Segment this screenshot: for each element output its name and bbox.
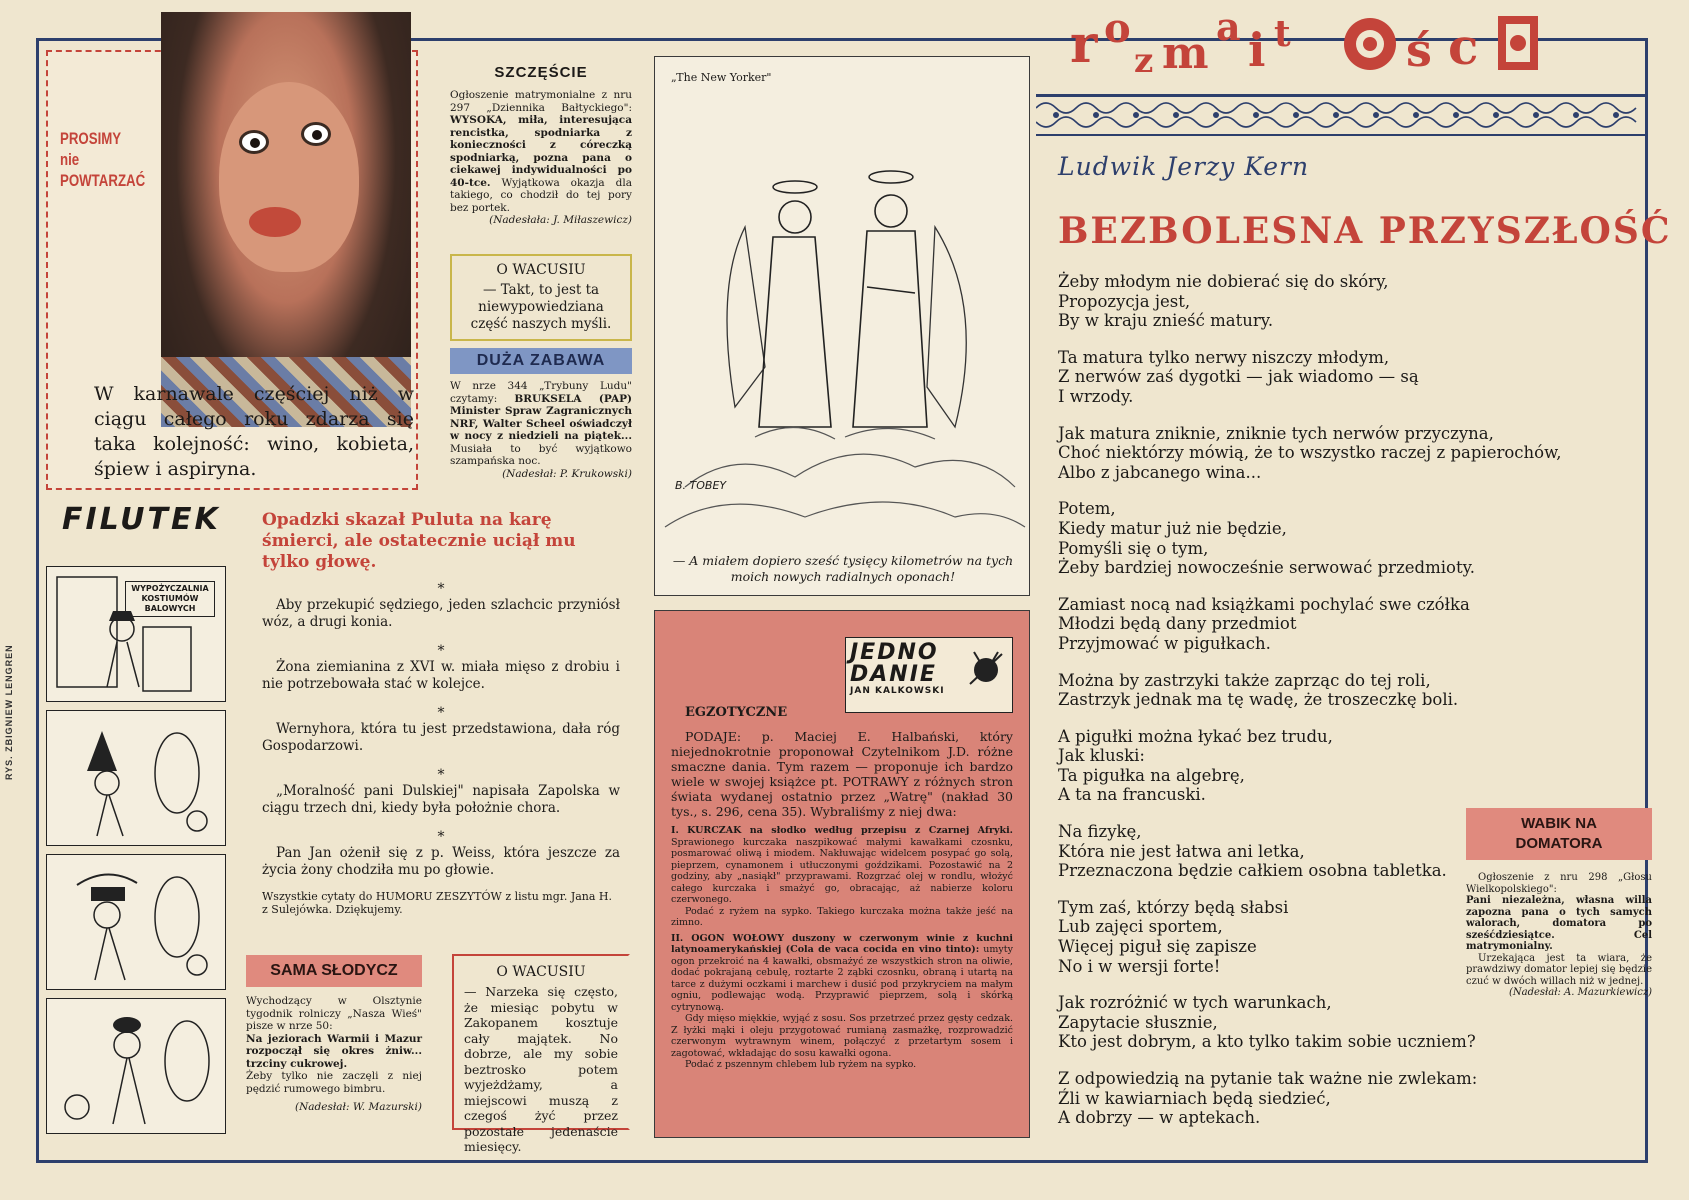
- poem-line: Z nerwów zaś dygotki — jak wiadomo — są: [1058, 367, 1419, 387]
- duza-zabawa-article: [450, 348, 632, 480]
- poem-line: Z odpowiedzią na pytanie tak ważne nie zwlekam:: [1058, 1069, 1478, 1088]
- wabik-comment: Urzekająca jest ta wiara, że prawdziwy domator lepiej się będzie czuć w dwóch willach niż w jednej.: [1466, 952, 1652, 987]
- duza-zabawa-sender: (Nadesłał: P. Krukowski): [502, 467, 632, 480]
- svg-text:m: m: [1162, 28, 1209, 76]
- humor-item: Aby przekupić sędziego, jeden szlachcic przyniósł wóz, a drugi konia.: [262, 597, 620, 630]
- sama-slodycz-comment: Żeby tylko nie zaczęli z niej pędzić rumowego bimbru.: [246, 1070, 422, 1095]
- photo-caption: W karnawale częściej niż w ciągu całego roku zdarza się taka kolejność: wino, kobieta, śpiew i aspiryna.: [94, 383, 414, 480]
- poem-line: Albo z jabcanego wina...: [1058, 462, 1262, 482]
- poem-line: A dobrzy — w aptekach.: [1058, 1108, 1261, 1128]
- new-yorker-cartoon: [654, 56, 1030, 596]
- wacusiu-box-1: [450, 254, 632, 341]
- wabik-title: WABIK NA DOMATORA: [1466, 808, 1652, 860]
- poem-line: Przeznaczona będzie całkiem osobna tabletka.: [1058, 861, 1447, 881]
- humor-zeszytow: [262, 510, 620, 916]
- sama-slodycz-sender: (Nadesłał: W. Mazurski): [295, 1101, 422, 1113]
- poem-line: Jak rozróżnić w tych warunkach,: [1058, 993, 1332, 1013]
- humor-item: „Moralność pani Dulskiej" napisała Zapolska w ciągu trzech dni, kiedy była położnie chora.: [262, 783, 620, 816]
- wabik-intro: Ogłoszenie z nru 298 „Głosu Wielkopolskiego":: [1466, 872, 1652, 895]
- star-separator: *: [437, 767, 445, 783]
- recipe-logo-line1: JEDNO: [850, 640, 939, 665]
- humor-footer: Wszystkie cytaty do HUMORU ZESZYTÓW z listu mgr. Jana H. z Sulejówka. Dziękujemy.: [262, 890, 613, 916]
- poem-line: Można by zastrzyki także zaprząc do tej roli,: [1058, 670, 1431, 690]
- section-title-text: [1070, 6, 1076, 7]
- poem-line: Tym zaś, którzy będą słabsi: [1058, 897, 1289, 917]
- poem-line: Młodzi będą dany przedmiot: [1058, 614, 1297, 634]
- poem-stanza: [1058, 1069, 1618, 1128]
- poem-line: Potem,: [1058, 499, 1116, 519]
- wacusiu-2-title: O WACUSIU: [496, 964, 586, 980]
- wacusiu-1-text: — Takt, to jest ta niewypowiedziana część naszych myśli.: [470, 282, 612, 332]
- humor-items: [262, 581, 620, 879]
- poem-stanza: [1058, 671, 1618, 710]
- humor-item: Wernyhora, która tu jest przedstawiona, dała róg Gospodarzowi.: [262, 721, 620, 754]
- poem-line: I wrzody.: [1058, 386, 1134, 406]
- svg-text:t: t: [1274, 13, 1291, 55]
- dish-2-title: II. OGON WOŁOWY duszony w czerwonym winie z kuchni latynoamerykańskiej (Cola de vaca cocida en vino tinto):: [671, 932, 1013, 955]
- poem-line: Jak matura zniknie, zniknie tych nerwów przyczyna,: [1058, 423, 1494, 443]
- poem-line: Więcej piguł się zapisze: [1058, 937, 1257, 957]
- poem-line: Ta matura tylko nerwy niszczy młodym,: [1058, 347, 1390, 367]
- poem-line: A pigułki można łykać bez trudu,: [1058, 726, 1333, 746]
- recipe-logo-author: JAN KALKOWSKI: [850, 686, 945, 696]
- svg-text:a: a: [1216, 6, 1241, 49]
- poem-line: Źli w kawiarniach będą siedzieć,: [1058, 1088, 1331, 1108]
- comic-panel-1: [46, 566, 226, 702]
- poem-stanza: [1058, 993, 1618, 1052]
- cartoon-caption: — A miałem dopiero sześć tysięcy kilometrów na tych moich nowych radialnych oponach!: [672, 553, 1014, 584]
- star-separator: *: [437, 643, 445, 659]
- duza-zabawa-comment: Musiała to być wyjątkowo szampańska noc.: [450, 442, 632, 467]
- poem-line: Jak kluski:: [1058, 746, 1145, 766]
- cartoon-signature: B. TOBEY: [675, 479, 727, 492]
- svg-text:o: o: [1104, 6, 1131, 52]
- poem-author: Ludwik Jerzy Kern: [1058, 152, 1310, 181]
- section-title-ornament: [1070, 6, 1630, 76]
- poem-line: Zapytacie słusznie,: [1058, 1012, 1218, 1032]
- duza-zabawa-title: DUŻA ZABAWA: [450, 348, 632, 374]
- szczescie-title: SZCZĘŚCIE: [494, 64, 588, 81]
- star-separator: *: [437, 705, 445, 721]
- svg-text:r: r: [1070, 14, 1098, 75]
- poem-stanza: [1058, 727, 1618, 805]
- dish-2-serving: Podać z pszennym chlebem lub ryżem na sypko.: [685, 1059, 917, 1070]
- szczescie-intro: Ogłoszenie matrymonialne z nru 297 „Dziennika Bałtyckiego":: [450, 89, 632, 114]
- star-separator: *: [437, 581, 445, 597]
- lace-border: [1036, 94, 1648, 138]
- illustrator-credit: RYS. ZBIGNIEW LENGREN: [4, 644, 14, 780]
- wacusiu-2-text: — Narzeka się często, że miesiąc pobytu w Zakopanem kosztuje cały majątek. No dobrze, ale my sobie beztrosko potem wyjeżdżamy, a miejscowi muszą z czegoś żyć przez pozostałe jedenaście miesięcy.: [464, 984, 618, 1154]
- devil-fork-icon: [966, 648, 1006, 688]
- szczescie-article: [450, 64, 632, 227]
- filutek-comic-strip: [46, 566, 228, 1136]
- duza-zabawa-quote: BRUKSELA (PAP) Minister Spraw Zagranicznych NRF, Walter Scheel oświadczył w nocy z niedzieli na piątek...: [450, 392, 633, 442]
- poem-title: BEZBOLESNA PRZYSZŁOŚĆ: [1058, 210, 1672, 252]
- sama-slodycz-quote: Na jeziorach Warmii i Mazur rozpoczął się okres żniw... trzciny cukrowej.: [246, 1032, 422, 1070]
- photo-tag: PROSIMY nie POWTARZAĆ: [60, 129, 146, 190]
- recipe-logo: [845, 637, 1013, 713]
- recipe-logo-line2: DANIE: [850, 662, 937, 687]
- wabik-article: [1466, 808, 1652, 999]
- star-separator: *: [437, 829, 445, 845]
- svg-text:z: z: [1134, 41, 1154, 76]
- dish-1-title: I. KURCZAK na słodko według przepisu z Czarnej Afryki.: [671, 825, 1013, 836]
- costume-rental-sign: WYPOŻYCZALNIA KOSTIUMÓW BALOWYCH: [125, 581, 215, 617]
- poem-body: [1058, 272, 1618, 1145]
- svg-text:ś: ś: [1406, 23, 1432, 76]
- poem-line: Zastrzyk jednak ma tę wadę, że troszeczkę boli.: [1058, 690, 1459, 710]
- szczescie-ad: WYSOKA, miła, interesująca rencistka, spodniarka z konieczności z córeczką spodniarką, pozna pana o ciekawej indywidualności po 40-tce.: [450, 114, 632, 189]
- svg-text:i: i: [1248, 23, 1266, 76]
- dish-2-text: umyty ogon przekroić na 4 kawałki, obsmażyć ze wszystkich stron na oliwie, dodać pokrajaną cebulę, roztarte 2 ząbki czosnku, obraną i utartą na tarce z dużymi oczkami i marchew i dusić pod przykryciem na małym ogniu, podlewając wodą. Przyprawić pieprzem, solą i skórką cytrynową.: [671, 944, 1013, 1013]
- poem-line: Choć niektórzy mówią, że to wszystko raczej z papierochów,: [1058, 443, 1562, 463]
- cartoon-source: „The New Yorker": [671, 71, 772, 84]
- humor-item: Żona ziemianina z XVI w. miała mięso z drobiu i nie potrzebowała stać w kolejce.: [262, 659, 620, 692]
- poem-line: Kto jest dobrym, a kto tylko takim sobie uczniem?: [1058, 1032, 1476, 1052]
- poem-line: Kiedy matur już nie będzie,: [1058, 518, 1287, 538]
- poem-line: Pomyśli się o tym,: [1058, 538, 1209, 558]
- poem-line: Przyjmować w pigułkach.: [1058, 633, 1271, 653]
- poem-line: A ta na francuski.: [1058, 785, 1206, 805]
- poem-line: Propozycja jest,: [1058, 291, 1191, 311]
- sama-slodycz-article: [246, 955, 422, 1114]
- jedno-danie-recipe: [654, 610, 1030, 1138]
- comic-panel-2: [46, 710, 226, 846]
- sama-slodycz-title: SAMA SŁODYCZ: [246, 955, 422, 987]
- poem-stanza: [1058, 499, 1618, 577]
- comic-panel-3: [46, 854, 226, 990]
- poem-line: Zamiast nocą nad książkami pochylać swe czółka: [1058, 594, 1470, 614]
- svg-text:c: c: [1448, 17, 1479, 76]
- poem-line: Lub zajęci sportem,: [1058, 917, 1223, 937]
- wacusiu-box-2: [452, 954, 630, 1154]
- poem-stanza: [1058, 424, 1618, 483]
- poem-line: No i w wersji forte!: [1058, 956, 1221, 976]
- szczescie-comment: Wyjątkowa okazja dla takiego, co chodził do tej pory bez portek.: [450, 176, 632, 214]
- poem-line: Która nie jest łatwa ani letka,: [1058, 841, 1305, 861]
- wabik-sender: (Nadesłał: A. Mazurkiewicz): [1508, 987, 1652, 998]
- poem-stanza: [1058, 272, 1618, 331]
- poem-line: Ta pigułka na algebrę,: [1058, 765, 1245, 785]
- section-title: [1070, 6, 1630, 76]
- dish-1-text: Sprawionego kurczaka naszpikować małymi kawałkami czosnku, posmarować oliwą i miodem. Nakłuwając widelcem posypać go solą, pieprzem, cynamonem i utłuczonymi goździkami. Pozostawić na 2 godziny, aby „nasiąkł" przyprawami. Rozgrzać olej w rondlu, włożyć całego kurczaka i smażyć go, obracając, aż nabierze koloru czerwonego.: [671, 836, 1013, 905]
- ornament-strip: [1036, 94, 1648, 138]
- sama-slodycz-intro: Wychodzący w Olsztynie tygodnik rolniczy „Nasza Wieś" pisze w nrze 50:: [246, 995, 422, 1032]
- dish-2-sauce: Gdy mięso miękkie, wyjąć z sosu. Sos przetrzeć przez gęsty cedzak. Z łyżki mąki i oleju przygotować rumianą zasmażkę, rozprowadzić czerwonym wytrawnym winem, połączyć z przetartym sosem i zagotować, wkładając do sosu kawałki ogona.: [671, 1013, 1013, 1059]
- filutek-logo: FILUTEK: [62, 502, 221, 537]
- poem-line: By w kraju znieść matury.: [1058, 311, 1274, 331]
- humor-headline: Opadzki skazał Puluta na karę śmierci, ale ostatecznie uciął mu tylko głowę.: [262, 510, 576, 572]
- poem-line: Żeby młodym nie dobierać się do skóry,: [1058, 272, 1389, 291]
- wabik-ad: Pani niezależna, własna willa zapozna pana o tych samych walorach, domatora po sześćdziesiątce. Cel matrymonialny.: [1466, 895, 1652, 952]
- dish-1-serving: Podać z ryżem na sypko. Takiego kurczaka można także jeść na zimno.: [671, 905, 1013, 928]
- comic-panel-4: [46, 998, 226, 1134]
- poem-line: Żeby bardziej nowocześnie serwować przedmioty.: [1058, 558, 1475, 578]
- szczescie-sender: (Nadesłała: J. Miłaszewicz): [489, 214, 632, 226]
- recipe-intro: PODAJE: p. Maciej E. Halbański, który niejednokrotnie proponował Czytelnikom J.D. różne smaczne dania. Tym razem — proponuje ich bardzo wiele w swojej książce pt. POTRAWY z różnych stron świata wydanej ostatnio przez „Watrę" (nakład 30 tys., s. 296, cena 35). Wybraliśmy z niej dwa:: [671, 729, 1013, 819]
- grimacing-man-photo: [161, 12, 411, 427]
- humor-item: Pan Jan ożenił się z p. Weiss, która jeszcze za życia żony chodziła mu po głowie.: [262, 845, 620, 878]
- recipe-label: EGZOTYCZNE: [685, 705, 788, 720]
- poem-stanza: [1058, 348, 1618, 407]
- wacusiu-1-title: O WACUSIU: [496, 262, 586, 278]
- angels-illustration: [655, 87, 1031, 537]
- poem-stanza: [1058, 595, 1618, 654]
- photo-box: [46, 50, 418, 490]
- duza-zabawa-intro: W nrze 344 „Trybuny Ludu" czytamy:: [450, 380, 632, 405]
- poem-line: Na fizykę,: [1058, 822, 1142, 842]
